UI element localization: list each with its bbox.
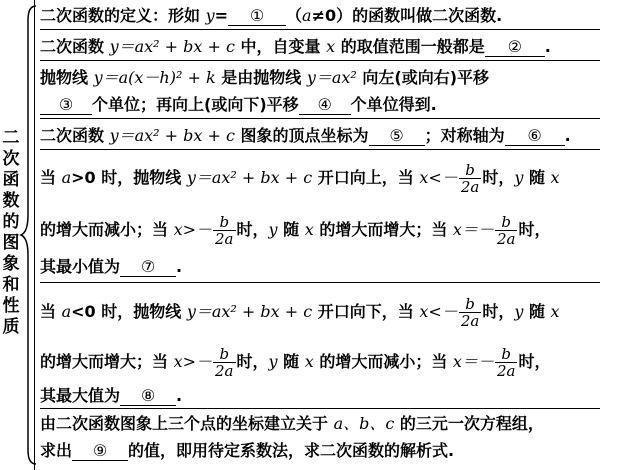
text: 当 (40, 302, 62, 321)
text: ≠0）的函数叫做二次函数. (311, 6, 503, 25)
divider (40, 118, 600, 119)
title-char: 数 (2, 191, 20, 211)
text: 向左(或向右)平移 (356, 68, 490, 87)
title-char: 二 (2, 128, 20, 148)
math: x>－ (173, 352, 213, 371)
text: 二次函数 (40, 126, 110, 145)
math: y (268, 220, 278, 239)
text: 个单位；再向上(或向下)平移 (92, 95, 299, 114)
math: y＝ax² + bx + c (186, 168, 313, 187)
text: 其最大值为 (40, 386, 121, 405)
curly-brace (18, 0, 38, 470)
denominator: 2a (215, 362, 234, 380)
answer-blank-1: ① (228, 7, 286, 26)
text: = (214, 6, 229, 25)
fraction (213, 214, 236, 247)
text: 是由抛物线 (215, 68, 307, 87)
math: y＝ax² + bx + c (109, 126, 235, 145)
math: a (61, 302, 72, 321)
answer-blank-5: ⑤ (369, 127, 425, 146)
math: y＝ax² + bx + c (186, 302, 313, 321)
divider (40, 408, 600, 409)
text: 时， (518, 220, 551, 239)
text: 开口向下，当 (312, 302, 420, 321)
text: 时， (236, 220, 269, 239)
math: x<－ (419, 168, 458, 187)
fraction (495, 214, 518, 247)
text: 随 (277, 352, 305, 371)
text: 二次函数的定义：形如 (40, 6, 206, 25)
text: 时， (236, 352, 269, 371)
text: 的增大而减小；当 (313, 352, 453, 371)
numerator: b (495, 214, 518, 231)
title-char: 象 (2, 254, 20, 274)
definition-line (40, 6, 502, 26)
text: 的增大而减小；当 (40, 220, 174, 239)
translation-line-cont (40, 95, 437, 115)
text: 抛物线 (40, 68, 94, 87)
title-char: 和 (2, 275, 20, 295)
text: <0 时，抛物线 (71, 302, 187, 321)
denominator: 2a (496, 230, 516, 248)
denominator: 2a (496, 362, 516, 380)
text: 求出 (40, 441, 73, 460)
math: a、b、c (333, 414, 395, 433)
answer-blank-3: ③ (40, 96, 92, 115)
divider (40, 29, 600, 30)
math: y (268, 352, 278, 371)
denominator: 2a (215, 230, 234, 248)
math: x (550, 168, 560, 187)
text: 的增大而增大；当 (313, 220, 453, 239)
content-left-border (34, 0, 35, 470)
title-char: 性 (2, 296, 20, 316)
answer-blank-7: ⑦ (120, 258, 176, 277)
math: x<－ (419, 302, 458, 321)
math: x＝－ (452, 220, 494, 239)
text: 开口向上，当 (312, 168, 420, 187)
text: . (176, 257, 183, 276)
text: . (544, 37, 551, 56)
text: 的三元一次方程组， (394, 414, 544, 433)
answer-blank-4: ④ (299, 96, 351, 115)
text: ；对称轴为 (424, 126, 505, 145)
text: 的值，即用待定系数法，求二次函数的解析式. (128, 441, 455, 460)
math: x (304, 352, 314, 371)
math: y＝ax² + bx + c (109, 37, 235, 56)
title-char: 图 (2, 233, 20, 253)
text: 时， (518, 352, 551, 371)
math: x＝－ (452, 352, 494, 371)
text: 时， (482, 302, 515, 321)
title-char: 质 (2, 317, 20, 337)
numerator: b (459, 162, 482, 179)
denominator: 2a (460, 312, 480, 330)
vertex-line (40, 126, 571, 146)
text: 当 (40, 168, 62, 187)
math: x (550, 302, 560, 321)
title-char: 的 (2, 212, 20, 232)
math: y＝a(x－h)² + k (93, 68, 216, 87)
answer-blank-6: ⑥ (505, 127, 565, 146)
numerator: b (213, 346, 236, 363)
math: a (61, 168, 72, 187)
text: . (564, 126, 571, 145)
undetermined-coefficients-line (40, 414, 544, 434)
text: 由二次函数图象上三个点的坐标建立关于 (40, 414, 334, 433)
math: x (304, 220, 314, 239)
title-char: 函 (2, 170, 20, 190)
upward-case-line (40, 162, 560, 195)
translation-line (40, 68, 489, 88)
text: 时， (482, 168, 515, 187)
fraction (213, 346, 236, 379)
text: >0 时，抛物线 (71, 168, 187, 187)
math: y (205, 6, 215, 25)
answer-blank-9: ⑨ (72, 442, 128, 461)
text: 随 (523, 168, 551, 187)
numerator: b (213, 214, 236, 231)
text: 二次函数 (40, 37, 110, 56)
downward-case-line (40, 296, 560, 329)
minimum-line (40, 257, 182, 277)
text: 的取值范围一般都是 (335, 37, 485, 56)
answer-blank-8: ⑧ (120, 387, 176, 406)
math: a (302, 6, 312, 25)
math: x>－ (173, 220, 213, 239)
divider (40, 282, 600, 283)
text: 随 (523, 302, 551, 321)
fraction (459, 296, 482, 329)
fraction (459, 162, 482, 195)
numerator: b (495, 346, 518, 363)
fraction (495, 346, 518, 379)
upward-case-line-cont (40, 214, 550, 247)
answer-blank-2: ② (485, 38, 545, 57)
text: 图象的顶点坐标为 (234, 126, 369, 145)
math: y (514, 168, 524, 187)
numerator: b (459, 296, 482, 313)
maximum-line (40, 386, 182, 406)
downward-case-line-cont (40, 346, 550, 379)
text: （ (286, 6, 303, 25)
math: x (326, 37, 336, 56)
text: 随 (277, 220, 305, 239)
text: 的增大而增大；当 (40, 352, 174, 371)
math: y (514, 302, 524, 321)
divider (40, 60, 600, 61)
domain-line (40, 37, 551, 57)
undetermined-coefficients-line-cont (40, 441, 454, 461)
divider (40, 149, 600, 150)
text: . (176, 386, 183, 405)
text: 中，自变量 (234, 37, 327, 56)
math: y＝ax² (306, 68, 357, 87)
denominator: 2a (460, 178, 480, 196)
text: 其最小值为 (40, 257, 121, 276)
title-char: 次 (2, 149, 20, 169)
text: 个单位得到. (350, 95, 437, 114)
